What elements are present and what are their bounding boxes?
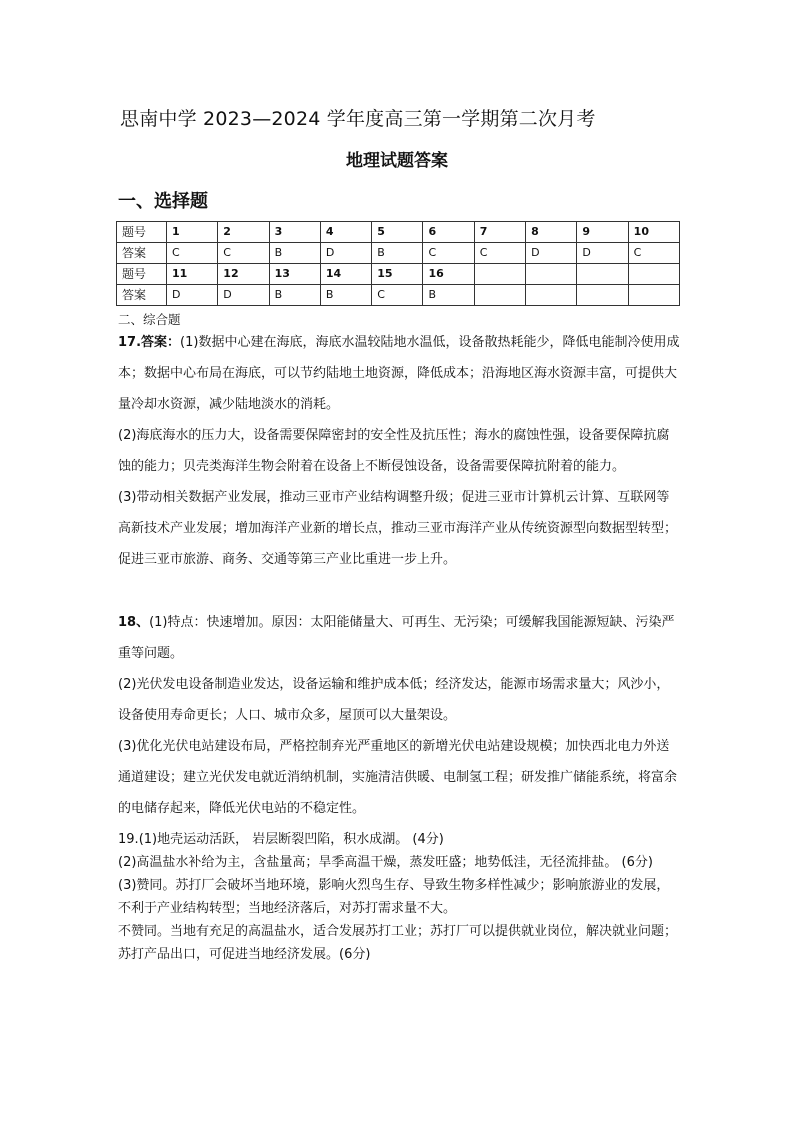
table-cell: B [320,285,371,306]
answer-paragraph: 不赞同。当地有充足的高温盐水，适合发展苏打工业；苏打厂可以提供就业岗位，解决就业问题；苏打产品出口，可促进当地经济发展。(6分) [118,924,678,962]
section-heading-choice: 一、选择题 [118,191,208,212]
table-cell: 答案 [117,243,167,264]
table-cell: 答案 [117,285,167,306]
table-cell: 8 [526,222,577,243]
answer-19 [118,828,680,966]
answer-text: (1)地壳运动活跃， 岩层断裂凹陷，积水成湖。 (4分) [138,832,444,847]
table-cell: 3 [269,222,320,243]
answer-18 [118,607,680,824]
table-cell [526,285,577,306]
table-row [117,264,680,285]
table-cell: C [167,243,218,264]
table-cell: C [628,243,679,264]
table-cell [526,264,577,285]
table-cell [474,285,525,306]
answer-paragraph: (2)高温盐水补给为主，含盐量高；旱季高温干燥，蒸发旺盛；地势低洼，无径流排盐。 (6分) [118,855,653,870]
table-cell: 题号 [117,264,167,285]
table-cell: B [423,285,474,306]
answer-17 [118,327,680,575]
table-cell [628,264,679,285]
answer-paragraph: (2)光伏发电设备制造业发达，设备运输和维护成本低；经济发达，能源市场需求量大；风沙小，设备使用寿命更长；人口、城市众多，屋顶可以大量架设。 [118,677,670,723]
question-label: 17.答案： [118,335,181,350]
answer-paragraph [118,327,680,420]
table-cell: B [269,243,320,264]
table-cell: 4 [320,222,371,243]
table-cell: 6 [423,222,474,243]
table-row [117,285,680,306]
table-cell: D [167,285,218,306]
question-label: 18、 [118,615,150,630]
table-cell [577,264,628,285]
table-cell: D [218,285,269,306]
answer-text: (1)数据中心建在海底，海底水温较陆地水温低，设备散热耗能少，降低电能制冷使用成本；数据中心布局在海底，可以节约陆地土地资源，降低成本；沿海地区海水资源丰富，可提供大量冷却水资源，减少陆地淡水的消耗。 [118,335,680,412]
answer-paragraph [118,828,680,851]
answer-paragraph [118,607,680,669]
answer-paragraph: (2)海底海水的压力大，设备需要保障密封的安全性及抗压性；海水的腐蚀性强，设备要保障抗腐蚀的能力；贝壳类海洋生物会附着在设备上不断侵蚀设备，设备需要保障抗附着的能力。 [118,428,670,474]
table-cell: 10 [628,222,679,243]
table-cell: 9 [577,222,628,243]
answer-table [116,221,680,306]
table-row [117,222,680,243]
table-cell: 14 [320,264,371,285]
question-label: 19. [118,832,139,847]
table-cell: B [269,285,320,306]
answer-paragraph: (3)优化光伏电站建设布局，严格控制弃光严重地区的新增光伏电站建设规模；加快西北电力外送通道建设；建立光伏发电就近消纳机制，实施清洁供暖、电制氢工程；研发推广储能系统，将富余的电储存起来，降低光伏电站的不稳定性。 [118,739,678,816]
answer-paragraph: (3)赞同。苏打厂会破坏当地环境，影响火烈鸟生存、导致生物多样性减少；影响旅游业的发展，不利于产业结构转型；当地经济落后，对苏打需求量不大。 [118,878,670,916]
table-cell: 题号 [117,222,167,243]
answer-text: (1)特点：快速增加。原因：太阳能储量大、可再生、无污染；可缓解我国能源短缺、污染严重等问题。 [118,615,675,661]
table-cell: D [526,243,577,264]
table-cell: 7 [474,222,525,243]
table-cell: D [320,243,371,264]
table-row [117,243,680,264]
table-cell [577,285,628,306]
table-cell: 13 [269,264,320,285]
table-cell: C [218,243,269,264]
document-subtitle: 地理试题答案 [346,151,448,171]
table-cell [628,285,679,306]
table-cell: 5 [372,222,423,243]
table-cell: 1 [167,222,218,243]
table-cell: C [372,285,423,306]
table-cell: 11 [167,264,218,285]
table-cell: 2 [218,222,269,243]
table-cell: D [577,243,628,264]
section-heading-comprehensive: 二、综合题 [118,312,181,327]
table-cell: B [372,243,423,264]
table-cell: 15 [372,264,423,285]
table-cell: 12 [218,264,269,285]
table-cell: C [423,243,474,264]
answer-paragraph: (3)带动相关数据产业发展，推动三亚市产业结构调整升级；促进三亚市计算机云计算、互联网等高新技术产业发展；增加海洋产业新的增长点，推动三亚市海洋产业从传统资源型向数据型转型；促进三亚市旅游、商务、交通等第三产业比重进一步上升。 [118,490,678,567]
exam-title: 思南中学 2023—2024 学年度高三第一学期第二次月考 [120,108,596,130]
table-cell: 16 [423,264,474,285]
table-cell: C [474,243,525,264]
table-cell [474,264,525,285]
